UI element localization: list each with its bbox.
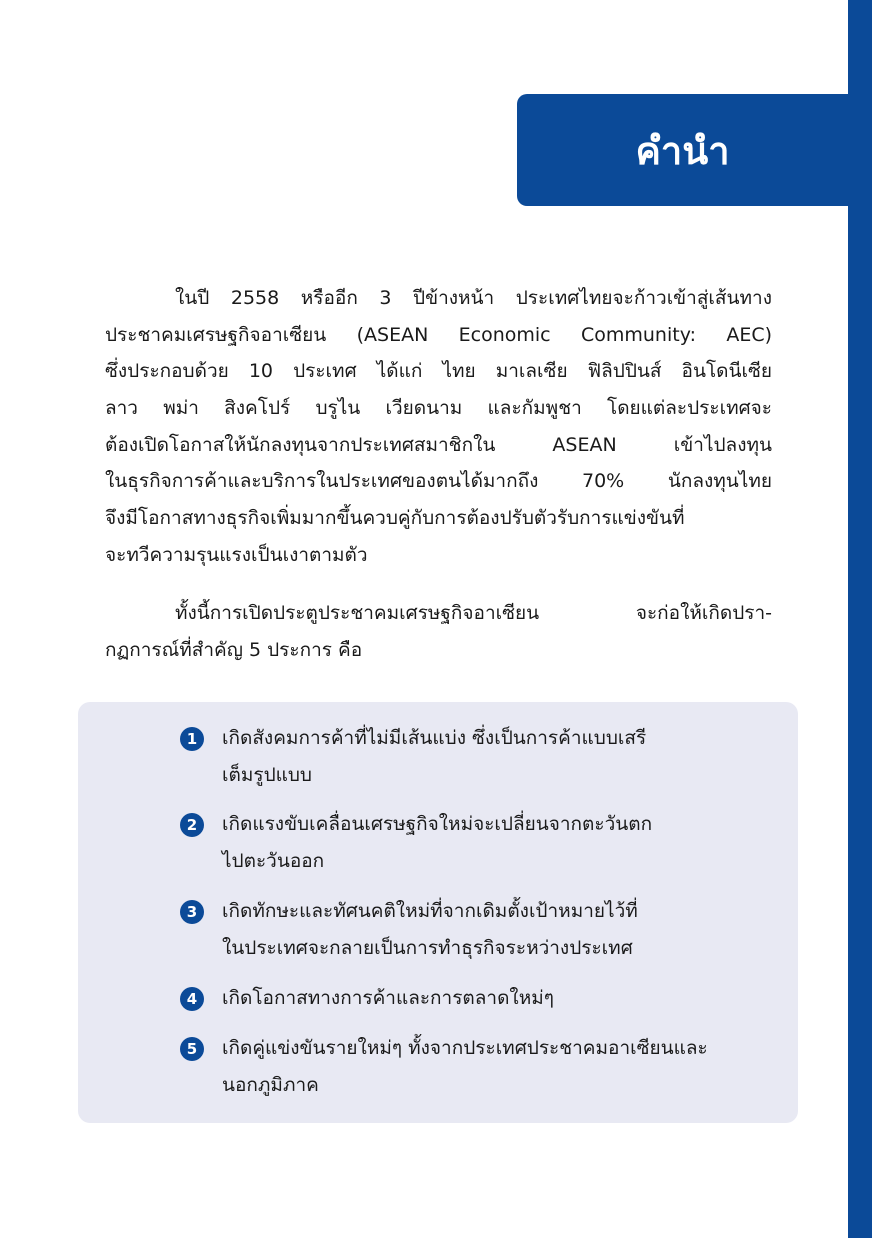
page-title: คำนำ	[635, 128, 730, 173]
list-item	[178, 893, 738, 967]
item-text: ในประเทศจะกลายเป็นการทำธุรกิจระหว่างประเทศ	[222, 937, 633, 959]
list-item	[178, 1030, 738, 1104]
phenomena-list-box	[78, 702, 798, 1123]
text-line: จึงมีโอกาสทางธุรกิจเพิ่มมากขึ้นควบคู่กับการต้องปรับตัวรับการแข่งขันที่	[105, 507, 685, 530]
list-item	[178, 806, 738, 880]
list-item	[178, 980, 738, 1017]
title-banner	[517, 94, 848, 206]
item-text: เกิดสังคมการค้าที่ไม่มีเส้นแบ่ง ซึ่งเป็นการค้าแบบเสรี	[222, 727, 647, 749]
intro-paragraph	[105, 280, 772, 574]
page-edge-bar	[848, 0, 872, 1238]
text-line: จะทวีความรุนแรงเป็นเงาตามตัว	[105, 543, 368, 566]
number-badge: 2	[180, 813, 204, 837]
number-badge: 5	[180, 1037, 204, 1061]
number-badge: 1	[180, 727, 204, 751]
number-badge: 3	[180, 900, 204, 924]
text-line: ประชาคมเศรษฐกิจอาเซียน (ASEAN Economic Community: AEC)	[105, 323, 772, 346]
second-paragraph	[105, 595, 772, 668]
item-text: เกิดคู่แข่งขันรายใหม่ๆ ทั้งจากประเทศประชาคมอาเซียนและ	[222, 1037, 708, 1059]
number-badge: 4	[180, 987, 204, 1011]
text-line: ต้องเปิดโอกาสให้นักลงทุนจากประเทศสมาชิกใน ASEAN เข้าไปลงทุน	[105, 433, 772, 456]
text-line: ลาว พม่า สิงคโปร์ บรูไน เวียดนาม และกัมพูชา โดยแต่ละประเทศจะ	[105, 397, 772, 420]
item-text: ไปตะวันออก	[222, 850, 325, 872]
item-text: นอกภูมิภาค	[222, 1074, 319, 1096]
item-text: เกิดทักษะและทัศนคติใหม่ที่จากเดิมตั้งเป้าหมายไว้ที่	[222, 900, 638, 922]
item-text: เกิดโอกาสทางการค้าและการตลาดใหม่ๆ	[222, 987, 554, 1009]
text-line: ซึ่งประกอบด้วย 10 ประเทศ ได้แก่ ไทย มาเลเซีย ฟิลิปปินส์ อินโดนีเซีย	[105, 360, 772, 383]
item-text: เกิดแรงขับเคลื่อนเศรษฐกิจใหม่จะเปลี่ยนจากตะวันตก	[222, 813, 653, 835]
text-line: ในธุรกิจการค้าและบริการในประเทศของตนได้มากถึง 70% นักลงทุนไทย	[105, 470, 772, 493]
text-line: ในปี 2558 หรืออีก 3 ปีข้างหน้า ประเทศไทยจะก้าวเข้าสู่เส้นทาง	[175, 287, 772, 309]
text-line: ทั้งนี้การเปิดประตูประชาคมเศรษฐกิจอาเซียน จะก่อให้เกิดปรา-	[175, 602, 772, 624]
text-line: กฏการณ์ที่สำคัญ 5 ประการ คือ	[105, 638, 363, 661]
item-text: เต็มรูปแบบ	[222, 764, 312, 786]
list-item	[178, 720, 738, 794]
